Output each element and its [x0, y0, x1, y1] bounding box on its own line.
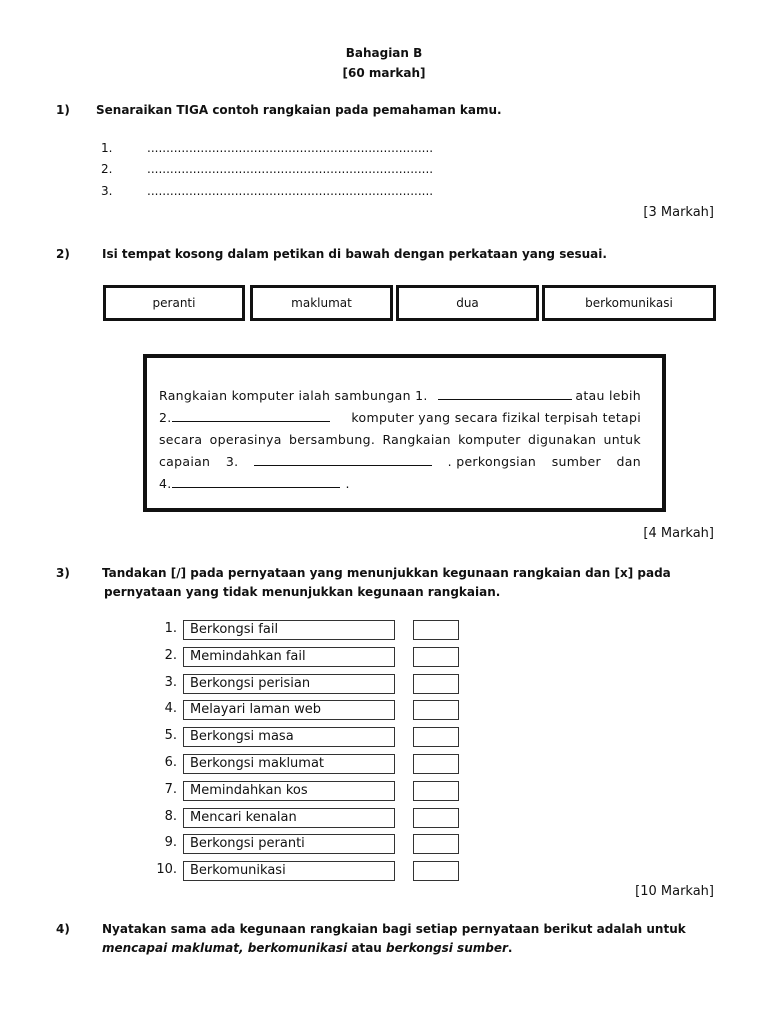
q4-option-2: berkomunikasi	[247, 941, 348, 955]
q1-number: 1)	[56, 103, 70, 117]
q3-answer-box[interactable]	[413, 700, 459, 720]
q4-option-1: mencapai maklumat,	[102, 941, 244, 955]
q3-answer-box[interactable]	[413, 834, 459, 854]
q3-item-number: 5.	[164, 728, 177, 743]
passage-word: 3.	[225, 454, 239, 469]
passage-word: .	[345, 476, 350, 491]
q3-statement: Melayari laman web	[183, 700, 395, 720]
q3-item-number: 1.	[164, 621, 177, 636]
q1-item-number: 2.	[101, 162, 113, 176]
q2-marks: [4 Markah]	[643, 526, 714, 541]
q3-item-number: 10.	[156, 862, 177, 877]
word-box-dua: dua	[396, 285, 539, 321]
q1-answer-line: ...........................................................................	[147, 141, 434, 155]
q3-marks: [10 Markah]	[635, 884, 714, 899]
section-title: Bahagian B	[345, 46, 423, 60]
q1-answer-line: ...........................................................................	[147, 184, 434, 198]
q4-number: 4)	[56, 922, 70, 936]
passage-word: 4.	[159, 476, 172, 491]
passage-line-1	[159, 388, 641, 403]
q3-statement: Memindahkan fail	[183, 647, 395, 667]
passage-line-4	[159, 454, 641, 469]
q2-text: Isi tempat kosong dalam petikan di bawah dengan perkataan yang sesuai.	[102, 247, 607, 261]
section-marks: [60 markah]	[342, 66, 426, 80]
blank-3[interactable]	[254, 454, 432, 466]
passage-box	[143, 354, 666, 512]
q3-text-line-1: Tandakan [/] pada pernyataan yang menunjukkan kegunaan rangkaian dan [x] pada	[102, 566, 671, 580]
q4-text-line-2	[102, 941, 512, 955]
passage-text: atau lebih	[575, 388, 641, 403]
passage-line-2	[159, 410, 641, 425]
q3-statement: Berkongsi maklumat	[183, 754, 395, 774]
q3-statement: Mencari kenalan	[183, 808, 395, 828]
q3-number: 3)	[56, 566, 70, 580]
q4-period: .	[507, 941, 513, 955]
q3-answer-box[interactable]	[413, 647, 459, 667]
q3-item-number: 2.	[164, 648, 177, 663]
q3-answer-box[interactable]	[413, 754, 459, 774]
q3-item-number: 3.	[164, 675, 177, 690]
passage-word: operasinya	[209, 432, 282, 447]
q1-marks: [3 Markah]	[643, 205, 714, 220]
q1-text: Senaraikan TIGA contoh rangkaian pada pemahaman kamu.	[96, 103, 502, 117]
q3-answer-box[interactable]	[413, 674, 459, 694]
q3-text-line-2: pernyataan yang tidak menunjukkan kegunaan rangkaian.	[104, 585, 501, 599]
passage-word: sumber	[551, 454, 601, 469]
passage-word: untuk	[603, 432, 641, 447]
passage-word: digunakan	[528, 432, 597, 447]
q3-answer-box[interactable]	[413, 620, 459, 640]
q4-conjunction: atau	[351, 941, 382, 955]
q3-answer-box[interactable]	[413, 861, 459, 881]
passage-word: dan	[616, 454, 641, 469]
q3-answer-box[interactable]	[413, 727, 459, 747]
passage-text: komputer yang secara fizikal terpisah tetapi	[351, 410, 641, 425]
q3-item-number: 9.	[164, 835, 177, 850]
passage-text: Rangkaian komputer ialah sambungan 1.	[159, 388, 428, 403]
blank-2[interactable]	[172, 410, 330, 422]
passage-line-3	[159, 432, 641, 447]
blank-1[interactable]	[438, 388, 572, 400]
passage-word: secara	[159, 432, 203, 447]
q3-statement: Memindahkan kos	[183, 781, 395, 801]
q3-statement: Berkongsi peranti	[183, 834, 395, 854]
q3-statement: Berkongsi perisian	[183, 674, 395, 694]
q3-statement: Berkongsi fail	[183, 620, 395, 640]
q1-answer-line: ...........................................................................	[147, 162, 434, 176]
word-box-berkomunikasi: berkomunikasi	[542, 285, 716, 321]
passage-word: Rangkaian	[382, 432, 451, 447]
q3-item-number: 6.	[164, 755, 177, 770]
passage-line-5	[159, 476, 641, 491]
passage-word: capaian	[159, 454, 211, 469]
q2-number: 2)	[56, 247, 70, 261]
q3-answer-box[interactable]	[413, 808, 459, 828]
passage-text: 2.	[159, 410, 172, 425]
passage-word: bersambung.	[289, 432, 376, 447]
q3-answer-box[interactable]	[413, 781, 459, 801]
word-box-maklumat: maklumat	[250, 285, 393, 321]
q3-statement: Berkongsi masa	[183, 727, 395, 747]
q1-item-number: 3.	[101, 184, 113, 198]
passage-word: komputer	[458, 432, 521, 447]
word-box-peranti: peranti	[103, 285, 245, 321]
blank-4[interactable]	[172, 476, 340, 488]
q3-statement: Berkomunikasi	[183, 861, 395, 881]
q4-option-3: berkongsi sumber	[386, 941, 508, 955]
passage-word: . perkongsian	[447, 454, 537, 469]
q3-item-number: 7.	[164, 782, 177, 797]
q1-item-number: 1.	[101, 141, 113, 155]
q3-item-number: 8.	[164, 809, 177, 824]
q3-item-number: 4.	[164, 701, 177, 716]
q4-text-line-1: Nyatakan sama ada kegunaan rangkaian bagi setiap pernyataan berikut adalah untuk	[102, 922, 686, 936]
